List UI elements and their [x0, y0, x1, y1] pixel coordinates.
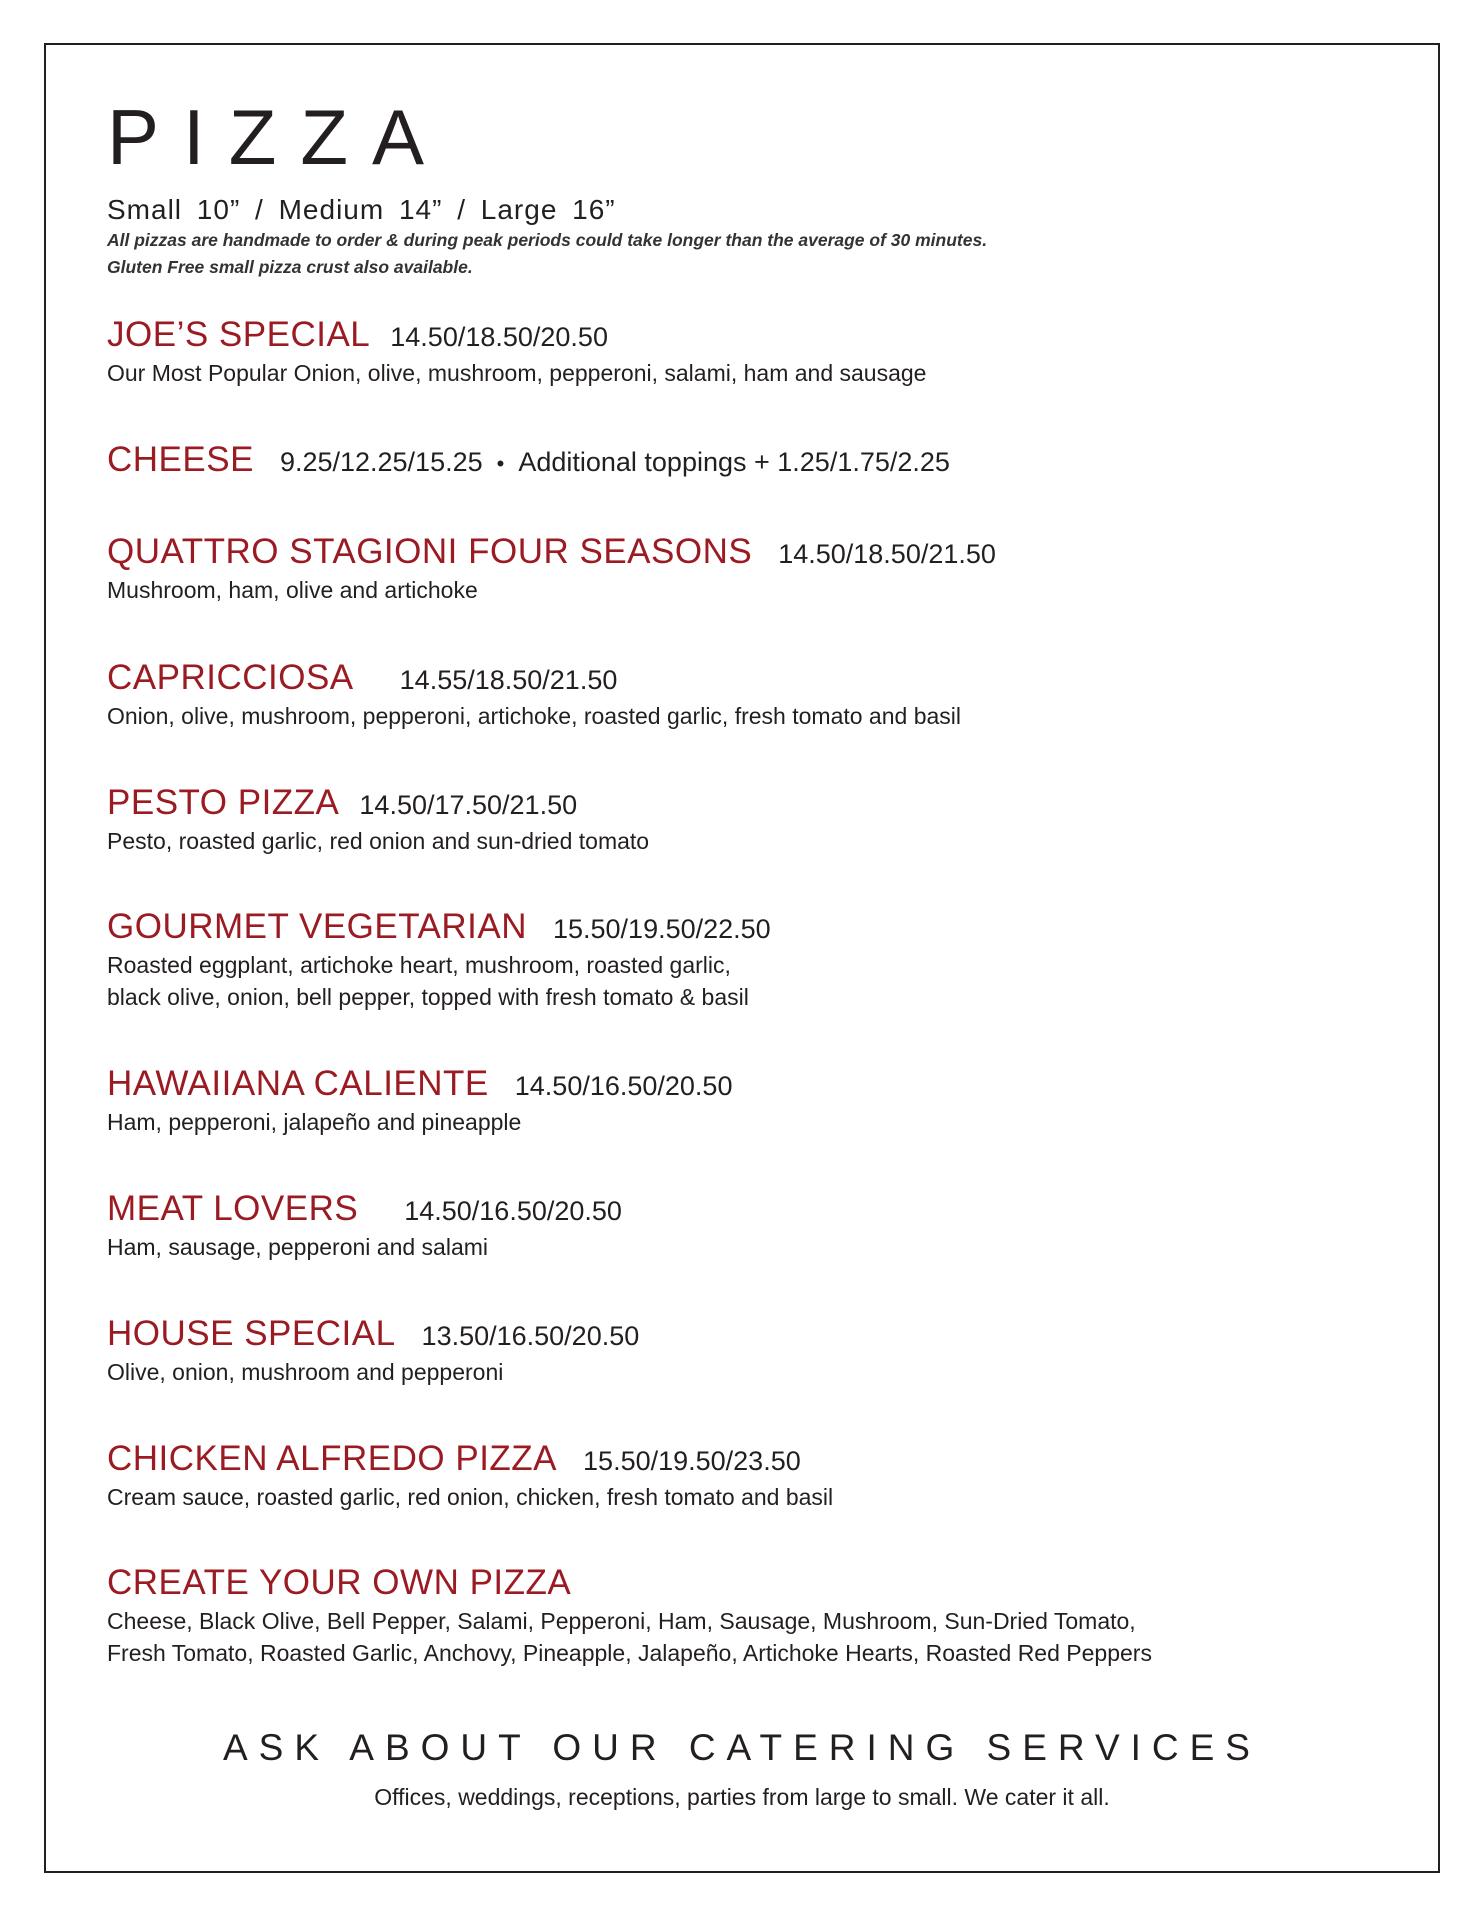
menu-item-capricciosa	[107, 658, 961, 732]
pizza-sizes: Small 10” / Medium 14” / Large 16”	[107, 194, 616, 225]
item-description-line-2: black olive, onion, bell pepper, topped with fresh tomato & basil	[107, 984, 749, 1010]
menu-note: All pizzas are handmade to order & during peak periods could take longer than the average of 30 minutes.	[107, 230, 988, 250]
item-price: 14.55/18.50/21.50	[399, 665, 618, 695]
item-price: 9.25/12.25/15.25	[279, 447, 483, 477]
item-description: Olive, onion, mushroom and pepperoni	[107, 1359, 504, 1385]
item-price: 15.50/19.50/22.50	[552, 914, 771, 944]
item-description: Roasted eggplant, artichoke heart, mushroom, roasted garlic,	[107, 952, 731, 978]
item-description: Mushroom, ham, olive and artichoke	[107, 577, 478, 603]
menu-item-gourmet-vegetarian	[107, 907, 771, 1013]
item-name: HAWAIIANA CALIENTE	[107, 1064, 489, 1103]
item-price: 14.50/17.50/21.50	[359, 790, 578, 820]
item-description-line-2: Fresh Tomato, Roasted Garlic, Anchovy, Pineapple, Jalapeño, Artichoke Hearts, Roasted Red Peppers	[107, 1640, 1152, 1666]
menu-item-house-special	[107, 1314, 639, 1388]
menu-item-hawaiiana-caliente	[107, 1064, 732, 1138]
additional-toppings: Additional toppings + 1.25/1.75/2.25	[518, 447, 950, 477]
item-price: 14.50/16.50/20.50	[404, 1196, 622, 1226]
item-name: JOE’S SPECIAL	[107, 315, 371, 354]
catering-heading: ASK ABOUT OUR CATERING SERVICES	[222, 1727, 1261, 1768]
menu-item-meat-lovers	[107, 1189, 622, 1263]
item-name: CREATE YOUR OWN PIZZA	[107, 1563, 572, 1602]
item-description: Ham, sausage, pepperoni and salami	[107, 1234, 489, 1260]
item-description: Our Most Popular Onion, olive, mushroom, pepperoni, salami, ham and sausage	[107, 360, 927, 386]
item-name: MEAT LOVERS	[107, 1189, 359, 1228]
item-price: 15.50/19.50/23.50	[583, 1446, 801, 1476]
item-price: 13.50/16.50/20.50	[421, 1321, 640, 1351]
item-name: CAPRICCIOSA	[107, 658, 354, 697]
item-name: PESTO PIZZA	[107, 783, 340, 822]
item-description: Cheese, Black Olive, Bell Pepper, Salami, Pepperoni, Ham, Sausage, Mushroom, Sun-Dried Tomato,	[107, 1608, 1136, 1634]
item-description: Cream sauce, roasted garlic, red onion, chicken, fresh tomato and basil	[107, 1484, 834, 1510]
bullet-separator: •	[496, 451, 505, 476]
item-description: Ham, pepperoni, jalapeño and pineapple	[107, 1109, 522, 1135]
menu-item-create-your-own	[107, 1563, 1152, 1669]
item-description: Pesto, roasted garlic, red onion and sun-dried tomato	[107, 828, 650, 854]
menu-item-quattro-stagioni	[107, 532, 996, 606]
menu-item-pesto-pizza	[107, 783, 649, 857]
item-price: 14.50/18.50/21.50	[778, 539, 996, 569]
item-price: 14.50/18.50/20.50	[390, 322, 608, 352]
menu-item-joes-special	[107, 315, 926, 389]
item-name: CHICKEN ALFREDO PIZZA	[107, 1439, 558, 1478]
gluten-free-note: Gluten Free small pizza crust also available.	[107, 257, 473, 277]
item-price: 14.50/16.50/20.50	[514, 1071, 733, 1101]
item-name: CHEESE	[107, 440, 254, 479]
item-description: Onion, olive, mushroom, pepperoni, artichoke, roasted garlic, fresh tomato and basil	[107, 703, 961, 729]
menu-item-chicken-alfredo	[107, 1439, 833, 1513]
item-name: HOUSE SPECIAL	[107, 1314, 396, 1353]
item-name: QUATTRO STAGIONI FOUR SEASONS	[107, 532, 753, 571]
catering-subtitle: Offices, weddings, receptions, parties from large to small. We cater it all.	[374, 1784, 1110, 1810]
item-name: GOURMET VEGETARIAN	[107, 907, 527, 946]
menu-title: PIZZA	[107, 93, 449, 181]
menu-item-cheese	[107, 440, 950, 480]
